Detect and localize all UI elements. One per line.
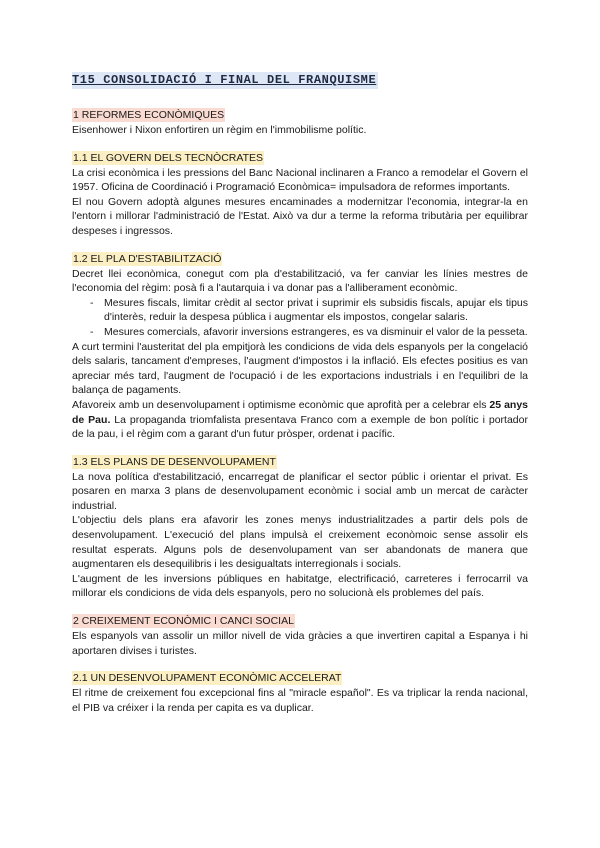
paragraph: L'objectiu dels plans era afavorir les zones menys industrialitzades a partir dels pols de desenvolupament. L'execució del plans impulsà el creixement econòmoic sense assolir els resultat esperats. Alguns pols de desenvolupament van ser abandonats de manera que augmentaren els desequilibris i les desigualtats interregionals i socials. [72, 514, 528, 571]
paragraph: La crisi econòmica i les pressions del Banc Nacional inclinaren a Franco a remodelar el Govern el 1957. Oficina de Coordinació i Programació Econòmica= impulsadora de reformes importants. [72, 166, 528, 194]
paragraph-text: Afavoreix amb un desenvolupament i optimisme econòmic que aprofità per a celebrar els [72, 398, 490, 411]
paragraph: El ritme de creixement fou excepcional fins al "miracle español". Es va triplicar la renda nacional, el PIB va créixer i la renda per capita es va duplicar. [72, 687, 528, 714]
paragraph: Els espanyols van assolir un millor nivell de vida gràcies a que invertiren capital a Espanya i hi aportaren divises i turistes. [72, 630, 528, 657]
paragraph: Decret llei econòmica, conegut com pla d'estabilització, va fer canviar les línies mestres de l'economia del règim: posà fi a l'autarquia i va donar pas a l'alliberament econòmic. [72, 267, 528, 295]
document-title: T15 CONSOLIDACIÓ I FINAL DEL FRANQUISME [72, 73, 377, 87]
section-desenvolupament-accelerat [72, 668, 528, 715]
paragraph [72, 398, 528, 442]
bold-text: 25 anys de Pau. [72, 398, 529, 426]
section-heading: 1.2 EL PLA D'ESTABILITZACIÓ [73, 252, 222, 265]
paragraph: A curt termini l'austeritat del pla empitjorà les condicions de vida dels espanyols per la congelació dels salaris, tancament d'empreses, l'augment d'impostos i la inflació. Els efectes positius es van apreciar més tard, l'augment de l'ocupació i de les exportacions industrials i en l'equilibri de la balança de pagaments. [72, 340, 528, 397]
section-creixement-economic [72, 611, 528, 658]
section-heading: 1.1 EL GOVERN DELS TECNÒCRATES [73, 151, 264, 164]
list-item: - Mesures fiscals, limitar crèdit al sector privat i suprimir els subsidis fiscals, apujar els tipus d'interès, reduir la despesa pública i augmentar els impostos, congelar salaris. [104, 296, 528, 325]
bullet-list [72, 296, 528, 340]
section-heading: 2 CREIXEMENT ECONÒMIC I CANCI SOCIAL [73, 615, 294, 628]
paragraph: La nova política d'estabilització, encarregat de planificar el sector públic i orientar el privat. Es posaren en marxa 3 plans de desenvolupament econòmic i social amb un mercat de caràcter industrial. [72, 470, 528, 512]
paragraph-text: La propaganda triomfalista presentava Franco com a exemple de bon polític i portador de la pau, i el règim com a garant d'un futur pròsper, ordenat i pacífic. [72, 413, 528, 441]
paragraph: L'augment de les inversions públiques en habitatge, electrificació, carreteres i ferrocarril va millorar els condicions de vida dels espanyols, pero no solucionà els problemes del país. [72, 572, 528, 600]
section-govern-tecnocrates [72, 148, 528, 239]
paragraph: Eisenhower i Nixon enfortiren un règim en l'immobilisme polític. [72, 124, 367, 136]
section-heading: 1 REFORMES ECONÒMIQUES [73, 109, 225, 121]
section-reformes-economiques [72, 105, 528, 138]
paragraph: El nou Govern adoptà algunes mesures encaminades a modernitzar l'economia, integrar-la en l'entorn i millorar l'administració de l'Estat. Això va dur a terme la reforma tributària per equilibrar despeses i ingressos. [72, 195, 528, 237]
list-item: - Mesures comercials, afavorir inversions estrangeres, es va disminuir el valor de la pesseta. [104, 325, 528, 340]
section-heading: 2.1 UN DESENVOLUPAMENT ECONÒMIC ACCELERAT [73, 672, 342, 685]
section-heading: 1.3 ELS PLANS DE DESENVOLUPAMENT [73, 455, 276, 468]
section-plans-desenvolupament [72, 452, 528, 601]
section-pla-estabilitzacio [72, 249, 528, 442]
